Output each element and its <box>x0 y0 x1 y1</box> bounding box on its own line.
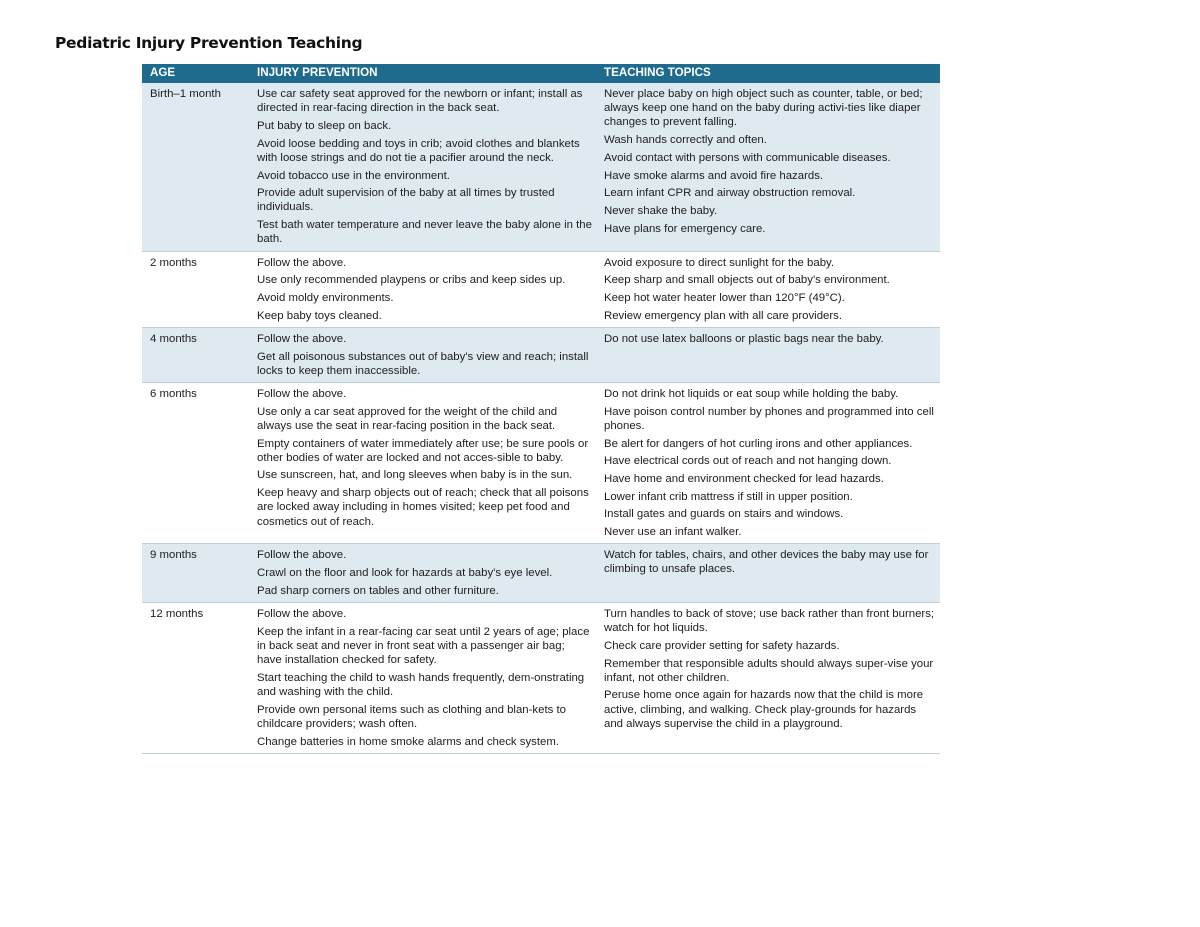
teaching-item: Never use an infant walker. <box>604 526 742 539</box>
teaching-topics-cell <box>598 544 940 602</box>
teaching-item: Avoid exposure to direct sunlight for the baby. <box>604 256 835 269</box>
prevention-item: Change batteries in home smoke alarms and check system. <box>257 735 559 748</box>
prevention-item: Avoid tobacco use in the environment. <box>257 169 450 182</box>
prevention-item: Follow the above. <box>257 256 347 269</box>
teaching-item: Never place baby on high object such as counter, table, or bed; always keep one hand on the baby during activi-ties like diaper changes to prevent falling. <box>604 88 923 129</box>
injury-prevention-cell <box>253 83 598 251</box>
teaching-item: Do not use latex balloons or plastic bags near the baby. <box>604 332 884 345</box>
teaching-topics-cell <box>598 252 940 327</box>
prevention-item: Test bath water temperature and never leave the baby alone in the bath. <box>257 219 592 246</box>
teaching-item: Turn handles to back of stove; use back rather than front burners; watch for hot liquids. <box>604 607 935 635</box>
injury-prevention-cell <box>253 544 598 602</box>
prevention-item: Keep the infant in a rear-facing car seat until 2 years of age; place in back seat and never in front seat with a passenger air bag; have installation checked for safety. <box>257 625 590 666</box>
prevention-item: Avoid loose bedding and toys in crib; avoid clothes and blankets with loose strings and do not tie a pacifier around the neck. <box>257 137 580 164</box>
injury-prevention-cell <box>253 383 598 543</box>
teaching-item: Have poison control number by phones and programmed into cell phones. <box>604 405 934 432</box>
injury-prevention-table <box>142 64 940 754</box>
teaching-item: Watch for tables, chairs, and other devices the baby may use for climbing to unsafe places. <box>604 549 929 576</box>
teaching-topics-cell <box>598 383 940 543</box>
teaching-item: Peruse home once again for hazards now that the child is more active, climbing, and walking. Check play-grounds for hazards and always supervise the child in a playground. <box>604 689 924 730</box>
prevention-item: Crawl on the floor and look for hazards at baby's eye level. <box>257 566 553 579</box>
teaching-item: Do not drink hot liquids or eat soup while holding the baby. <box>604 387 899 400</box>
table-header <box>142 64 940 83</box>
document-title: Pediatric Injury Prevention Teaching <box>55 34 363 52</box>
teaching-item: Have smoke alarms and avoid fire hazards. <box>604 169 824 182</box>
prevention-item: Use only a car seat approved for the weight of the child and always use the seat in rear-facing position in the back seat. <box>257 405 558 432</box>
prevention-item: Empty containers of water immediately after use; be sure pools or other bodies of water are locked and not acces-sible to baby. <box>257 437 589 464</box>
table-row <box>142 252 940 328</box>
table-row <box>142 383 940 544</box>
age-cell: 6 months <box>150 387 197 400</box>
teaching-item: Avoid contact with persons with communicable diseases. <box>604 151 891 164</box>
injury-prevention-cell <box>253 603 598 753</box>
prevention-item: Follow the above. <box>257 332 347 345</box>
teaching-item: Keep hot water heater lower than 120°F (49°C). <box>604 291 845 304</box>
prevention-item: Follow the above. <box>257 387 347 400</box>
teaching-item: Lower infant crib mattress if still in upper position. <box>604 490 853 503</box>
table-row <box>142 328 940 383</box>
teaching-item: Check care provider setting for safety hazards. <box>604 639 840 652</box>
teaching-item: Learn infant CPR and airway obstruction removal. <box>604 187 856 200</box>
teaching-topics-cell <box>598 603 940 753</box>
age-cell: 2 months <box>150 256 197 269</box>
teaching-item: Keep sharp and small objects out of baby's environment. <box>604 274 890 287</box>
injury-prevention-cell <box>253 252 598 327</box>
prevention-item: Start teaching the child to wash hands frequently, dem-onstrating and washing with the child. <box>257 671 585 698</box>
prevention-item: Follow the above. <box>257 607 347 620</box>
teaching-item: Have home and environment checked for lead hazards. <box>604 472 884 485</box>
column-header-age: AGE <box>150 66 176 80</box>
age-cell: Birth–1 month <box>150 88 221 100</box>
column-header-teaching-topics: TEACHING TOPICS <box>604 66 711 80</box>
column-header-injury-prevention: INJURY PREVENTION <box>257 66 378 80</box>
prevention-item: Use sunscreen, hat, and long sleeves when baby is in the sun. <box>257 469 573 482</box>
age-cell: 12 months <box>150 607 204 620</box>
teaching-topics-cell <box>598 83 940 251</box>
table-body <box>142 83 940 754</box>
teaching-item: Have plans for emergency care. <box>604 222 766 235</box>
table-row <box>142 603 940 754</box>
age-cell: 9 months <box>150 549 197 562</box>
teaching-item: Remember that responsible adults should always super-vise your infant, not other children. <box>604 657 934 684</box>
prevention-item: Use car safety seat approved for the newborn or infant; install as directed in rear-facing direction in the back seat. <box>257 88 583 115</box>
injury-prevention-cell <box>253 328 598 382</box>
table-row <box>142 544 940 603</box>
prevention-item: Put baby to sleep on back. <box>257 119 392 132</box>
teaching-item: Install gates and guards on stairs and windows. <box>604 508 844 521</box>
prevention-item: Provide own personal items such as clothing and blan-kets to childcare providers; wash often. <box>257 703 566 730</box>
prevention-item: Keep baby toys cleaned. <box>257 309 382 322</box>
prevention-item: Avoid moldy environments. <box>257 291 394 304</box>
teaching-topics-cell <box>598 328 940 382</box>
prevention-item: Get all poisonous substances out of baby's view and reach; install locks to keep them inaccessible. <box>257 350 589 377</box>
prevention-item: Follow the above. <box>257 549 347 562</box>
prevention-item: Pad sharp corners on tables and other furniture. <box>257 584 499 597</box>
prevention-item: Keep heavy and sharp objects out of reach; check that all poisons are locked away including in homes visited; keep pet food and cosmetics out of reach. <box>257 487 589 528</box>
table-row <box>142 83 940 252</box>
teaching-item: Never shake the baby. <box>604 204 718 217</box>
teaching-item: Wash hands correctly and often. <box>604 134 767 147</box>
teaching-item: Be alert for dangers of hot curling irons and other appliances. <box>604 437 913 450</box>
teaching-item: Have electrical cords out of reach and not hanging down. <box>604 455 892 468</box>
prevention-item: Use only recommended playpens or cribs and keep sides up. <box>257 274 566 287</box>
prevention-item: Provide adult supervision of the baby at all times by trusted individuals. <box>257 187 555 214</box>
age-cell: 4 months <box>150 332 197 345</box>
teaching-item: Review emergency plan with all care providers. <box>604 309 843 322</box>
